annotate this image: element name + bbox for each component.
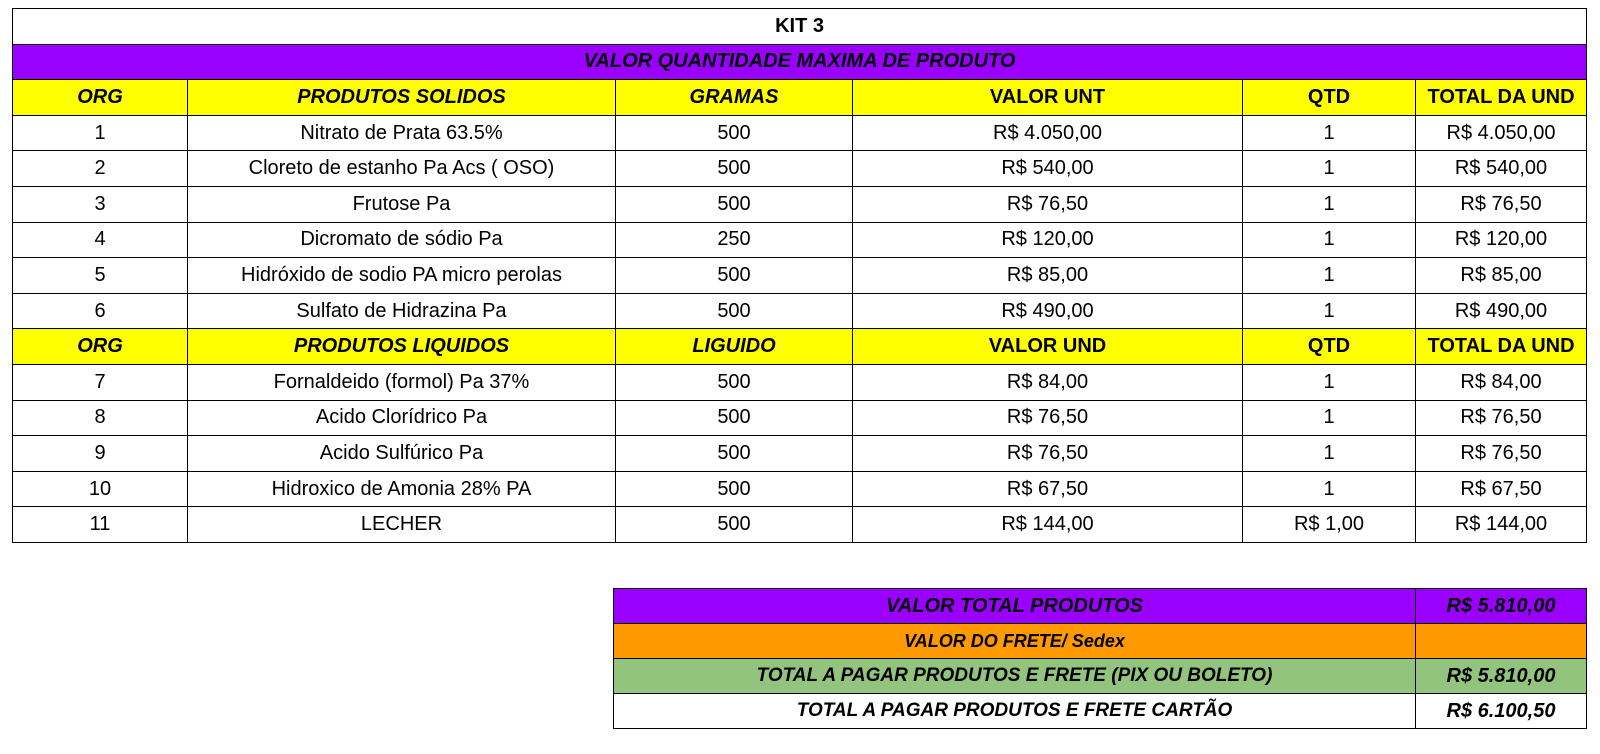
cell-total[interactable]: R$ 84,00 [1416, 364, 1587, 400]
table-row [13, 364, 1587, 400]
cell-amount[interactable]: 500 [616, 364, 853, 400]
cell-product[interactable]: Hidróxido de sodio PA micro perolas [188, 258, 616, 294]
cell-qty[interactable]: 1 [1243, 471, 1416, 507]
cell-amount[interactable]: 500 [616, 436, 853, 472]
shipping-value[interactable] [1416, 624, 1587, 659]
table-row [13, 151, 1587, 187]
cell-total[interactable]: R$ 76,50 [1416, 400, 1587, 436]
kit-table [12, 8, 1587, 543]
cell-total[interactable]: R$ 85,00 [1416, 258, 1587, 294]
cell-product[interactable]: Acido Sulfúrico Pa [188, 436, 616, 472]
table-row [13, 471, 1587, 507]
cell-total[interactable]: R$ 540,00 [1416, 151, 1587, 187]
card-total-value[interactable]: R$ 6.100,50 [1416, 694, 1587, 729]
cell-total[interactable]: R$ 76,50 [1416, 186, 1587, 222]
pix-total-row [614, 659, 1587, 694]
cell-org[interactable]: 9 [13, 436, 188, 472]
cell-product[interactable]: LECHER [188, 507, 616, 543]
cell-org[interactable]: 4 [13, 222, 188, 258]
cell-total[interactable]: R$ 67,50 [1416, 471, 1587, 507]
solid-header-row [13, 80, 1587, 116]
card-total-row [614, 694, 1587, 729]
cell-qty[interactable]: 1 [1243, 293, 1416, 329]
cell-org[interactable]: 1 [13, 115, 188, 151]
cell-total[interactable]: R$ 4.050,00 [1416, 115, 1587, 151]
cell-org[interactable]: 10 [13, 471, 188, 507]
cell-total[interactable]: R$ 120,00 [1416, 222, 1587, 258]
pix-total-label[interactable]: TOTAL A PAGAR PRODUTOS E FRETE (PIX OU BOLETO) [614, 659, 1416, 694]
cell-org[interactable]: 5 [13, 258, 188, 294]
cell-qty[interactable]: 1 [1243, 186, 1416, 222]
products-total-value[interactable]: R$ 5.810,00 [1416, 589, 1587, 624]
cell-qty[interactable]: 1 [1243, 436, 1416, 472]
table-row [13, 222, 1587, 258]
cell-qty[interactable]: 1 [1243, 151, 1416, 187]
cell-total[interactable]: R$ 490,00 [1416, 293, 1587, 329]
cell-product[interactable]: Frutose Pa [188, 186, 616, 222]
cell-unit-value[interactable]: R$ 540,00 [853, 151, 1243, 187]
cell-unit-value[interactable]: R$ 490,00 [853, 293, 1243, 329]
cell-org[interactable]: 8 [13, 400, 188, 436]
cell-qty[interactable]: 1 [1243, 364, 1416, 400]
cell-unit-value[interactable]: R$ 67,50 [853, 471, 1243, 507]
table-row [13, 507, 1587, 543]
cell-unit-value[interactable]: R$ 120,00 [853, 222, 1243, 258]
cell-qty[interactable]: 1 [1243, 258, 1416, 294]
table-row [13, 400, 1587, 436]
shipping-label[interactable]: VALOR DO FRETE/ Sedex [614, 624, 1416, 659]
cell-amount[interactable]: 500 [616, 471, 853, 507]
cell-amount[interactable]: 500 [616, 151, 853, 187]
cell-amount[interactable]: 500 [616, 258, 853, 294]
header-org[interactable]: ORG [13, 329, 188, 365]
cell-amount[interactable]: 500 [616, 293, 853, 329]
header-unit-value[interactable]: VALOR UND [853, 329, 1243, 365]
cell-org[interactable]: 11 [13, 507, 188, 543]
header-qty[interactable]: QTD [1243, 329, 1416, 365]
cell-product[interactable]: Hidroxico de Amonia 28% PA [188, 471, 616, 507]
cell-unit-value[interactable]: R$ 144,00 [853, 507, 1243, 543]
header-amount[interactable]: GRAMAS [616, 80, 853, 116]
cell-amount[interactable]: 500 [616, 400, 853, 436]
header-qty[interactable]: QTD [1243, 80, 1416, 116]
products-total-row [614, 589, 1587, 624]
cell-product[interactable]: Nitrato de Prata 63.5% [188, 115, 616, 151]
cell-total[interactable]: R$ 144,00 [1416, 507, 1587, 543]
cell-total[interactable]: R$ 76,50 [1416, 436, 1587, 472]
cell-product[interactable]: Dicromato de sódio Pa [188, 222, 616, 258]
cell-amount[interactable]: 500 [616, 115, 853, 151]
shipping-row [614, 624, 1587, 659]
card-total-label[interactable]: TOTAL A PAGAR PRODUTOS E FRETE CARTÃO [614, 694, 1416, 729]
cell-qty[interactable]: 1 [1243, 222, 1416, 258]
cell-unit-value[interactable]: R$ 76,50 [853, 400, 1243, 436]
cell-amount[interactable]: 500 [616, 507, 853, 543]
table-row [13, 115, 1587, 151]
pix-total-value[interactable]: R$ 5.810,00 [1416, 659, 1587, 694]
table-row [13, 293, 1587, 329]
cell-amount[interactable]: 250 [616, 222, 853, 258]
cell-unit-value[interactable]: R$ 4.050,00 [853, 115, 1243, 151]
title-row [13, 9, 1587, 45]
cell-qty[interactable]: 1 [1243, 115, 1416, 151]
header-org[interactable]: ORG [13, 80, 188, 116]
kit-title[interactable]: KIT 3 [13, 9, 1587, 45]
cell-product[interactable]: Cloreto de estanho Pa Acs ( OSO) [188, 151, 616, 187]
cell-product[interactable]: Acido Clorídrico Pa [188, 400, 616, 436]
header-product[interactable]: PRODUTOS SOLIDOS [188, 80, 616, 116]
liquid-header-row [13, 329, 1587, 365]
table-row [13, 258, 1587, 294]
products-total-label[interactable]: VALOR TOTAL PRODUTOS [614, 589, 1416, 624]
cell-org[interactable]: 6 [13, 293, 188, 329]
header-unit-value[interactable]: VALOR UNT [853, 80, 1243, 116]
cell-qty[interactable]: 1 [1243, 400, 1416, 436]
cell-amount[interactable]: 500 [616, 186, 853, 222]
cell-unit-value[interactable]: R$ 76,50 [853, 186, 1243, 222]
table-row [13, 436, 1587, 472]
cell-unit-value[interactable]: R$ 84,00 [853, 364, 1243, 400]
cell-product[interactable]: Fornaldeido (formol) Pa 37% [188, 364, 616, 400]
cell-unit-value[interactable]: R$ 85,00 [853, 258, 1243, 294]
cell-product[interactable]: Sulfato de Hidrazina Pa [188, 293, 616, 329]
subtitle-row [13, 44, 1587, 80]
header-product[interactable]: PRODUTOS LIQUIDOS [188, 329, 616, 365]
cell-org[interactable]: 3 [13, 186, 188, 222]
header-total[interactable]: TOTAL DA UND [1416, 329, 1587, 365]
cell-unit-value[interactable]: R$ 76,50 [853, 436, 1243, 472]
header-amount[interactable]: LIGUIDO [616, 329, 853, 365]
cell-org[interactable]: 2 [13, 151, 188, 187]
header-total[interactable]: TOTAL DA UND [1416, 80, 1587, 116]
cell-org[interactable]: 7 [13, 364, 188, 400]
kit-subtitle[interactable]: VALOR QUANTIDADE MAXIMA DE PRODUTO [13, 44, 1587, 80]
cell-qty[interactable]: R$ 1,00 [1243, 507, 1416, 543]
summary-table [613, 588, 1587, 729]
table-row [13, 186, 1587, 222]
